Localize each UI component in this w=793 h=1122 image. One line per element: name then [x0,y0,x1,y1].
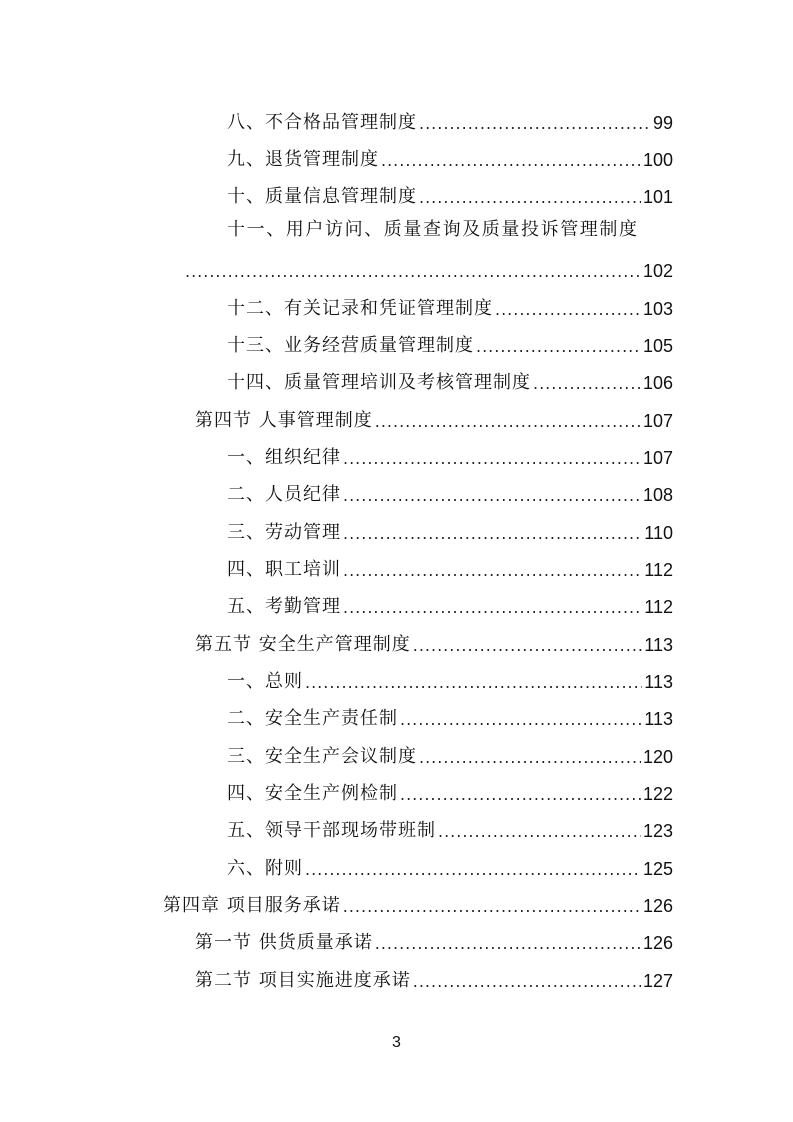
toc-leader-dots [343,449,641,469]
toc-entry-page: 120 [642,747,673,767]
toc-leader-dots [413,636,643,656]
toc-chapter-entry[interactable] [163,891,673,917]
toc-entry-page: 126 [642,896,673,916]
toc-entry-page: 100 [642,150,673,170]
toc-leader-dots [438,822,641,842]
toc-entry-page: 112 [644,560,673,580]
toc-entry-page: 127 [642,971,673,991]
toc-leader-dots [419,114,651,134]
toc-leader-dots [375,412,641,432]
page-number: 3 [392,1034,401,1051]
toc-entry-label[interactable]: 十一、用户访问、质量查询及质量投诉管理制度 [227,219,639,240]
toc-entry-label: 五、考勤管理 [227,596,341,617]
toc-entry-label: 第一节 供货质量承诺 [195,932,373,953]
toc-leader-dots [343,561,642,581]
toc-entry[interactable] [227,779,673,805]
toc-entry-page: 103 [642,299,673,319]
toc-entry-label: 三、安全生产会议制度 [227,746,417,767]
toc-entry-label: 十二、有关记录和凭证管理制度 [227,298,493,319]
toc-entry-page: 107 [642,448,673,468]
toc-entry[interactable] [227,443,673,469]
toc-entry-page: 110 [644,523,673,543]
toc-entry-page: 122 [642,784,673,804]
toc-entry-label: 十、质量信息管理制度 [227,186,417,207]
toc-section-entry[interactable] [195,966,673,992]
toc-entry-label: 四、安全生产例检制 [227,783,398,804]
toc-entry-label: 第四节 人事管理制度 [195,410,373,431]
toc-section-entry[interactable] [195,928,673,954]
toc-leader-dots [400,710,642,730]
toc-entry-continuation[interactable] [185,256,673,282]
toc-entry[interactable] [227,182,673,208]
toc-entry-page: 113 [644,672,673,692]
toc-leader-dots [476,337,641,357]
toc-entry-page: 107 [642,411,673,431]
toc-entry[interactable] [227,294,673,320]
toc-entry-label: 十四、质量管理培训及考核管理制度 [227,372,531,393]
toc-entry-label: 第五节 安全生产管理制度 [195,634,411,655]
toc-entry-label: 三、劳动管理 [227,522,341,543]
toc-entry[interactable] [227,518,673,544]
toc-leader-dots [375,934,641,954]
toc-entry[interactable] [227,555,673,581]
toc-section-entry[interactable] [195,630,673,656]
toc-entry[interactable] [227,704,673,730]
toc-entry-page: 102 [642,261,673,281]
toc-entry-label: 六、附则 [227,858,303,879]
toc-entry-label: 九、退货管理制度 [227,149,379,170]
toc-leader-dots [419,188,641,208]
toc-leader-dots [305,673,642,693]
toc-leader-dots [381,151,641,171]
toc-leader-dots [305,860,641,880]
toc-leader-dots [495,300,641,320]
toc-entry-page: 126 [642,933,673,953]
toc-entry-label: 五、领导干部现场带班制 [227,820,436,841]
toc-leader-dots [419,748,641,768]
toc-leader-dots [343,486,641,506]
toc-entry-page: 125 [642,859,673,879]
toc-entry[interactable] [227,816,673,842]
toc-section-entry[interactable] [195,406,673,432]
toc-entry-label: 第四章 项目服务承诺 [163,895,341,916]
toc-entry-label: 一、组织纪律 [227,447,341,468]
toc-entry[interactable] [227,145,673,171]
toc-entry[interactable] [227,742,673,768]
toc-entry[interactable] [227,108,673,134]
toc-entry[interactable] [227,480,673,506]
toc-entry-page: 105 [642,336,673,356]
toc-entry[interactable] [227,667,673,693]
toc-entry-page: 101 [642,187,673,207]
toc-entry-label: 四、职工培训 [227,559,341,580]
toc-leader-dots [185,262,641,282]
toc-entry[interactable] [227,854,673,880]
toc-leader-dots [343,897,641,917]
toc-entry-label: 第二节 项目实施进度承诺 [195,970,411,991]
toc-entry-page: 113 [644,635,673,655]
toc-entry-page: 99 [652,113,673,133]
toc-entry[interactable] [227,368,673,394]
toc-leader-dots [343,598,642,618]
toc-entry-page: 106 [642,373,673,393]
toc-entry-page: 113 [644,709,673,729]
toc-entry-label: 一、总则 [227,671,303,692]
toc-entry[interactable] [227,592,673,618]
toc-entry-page: 108 [642,485,673,505]
toc-leader-dots [400,785,641,805]
toc-entry-page: 112 [644,597,673,617]
toc-leader-dots [413,972,641,992]
toc-entry-label: 二、人员纪律 [227,484,341,505]
toc-entry-label: 十三、业务经营质量管理制度 [227,335,474,356]
toc-leader-dots [533,374,641,394]
toc-entry-label: 八、不合格品管理制度 [227,112,417,133]
toc-entry-label: 二、安全生产责任制 [227,708,398,729]
toc-entry[interactable] [227,331,673,357]
toc-leader-dots [343,524,642,544]
toc-entry-page: 123 [642,821,673,841]
